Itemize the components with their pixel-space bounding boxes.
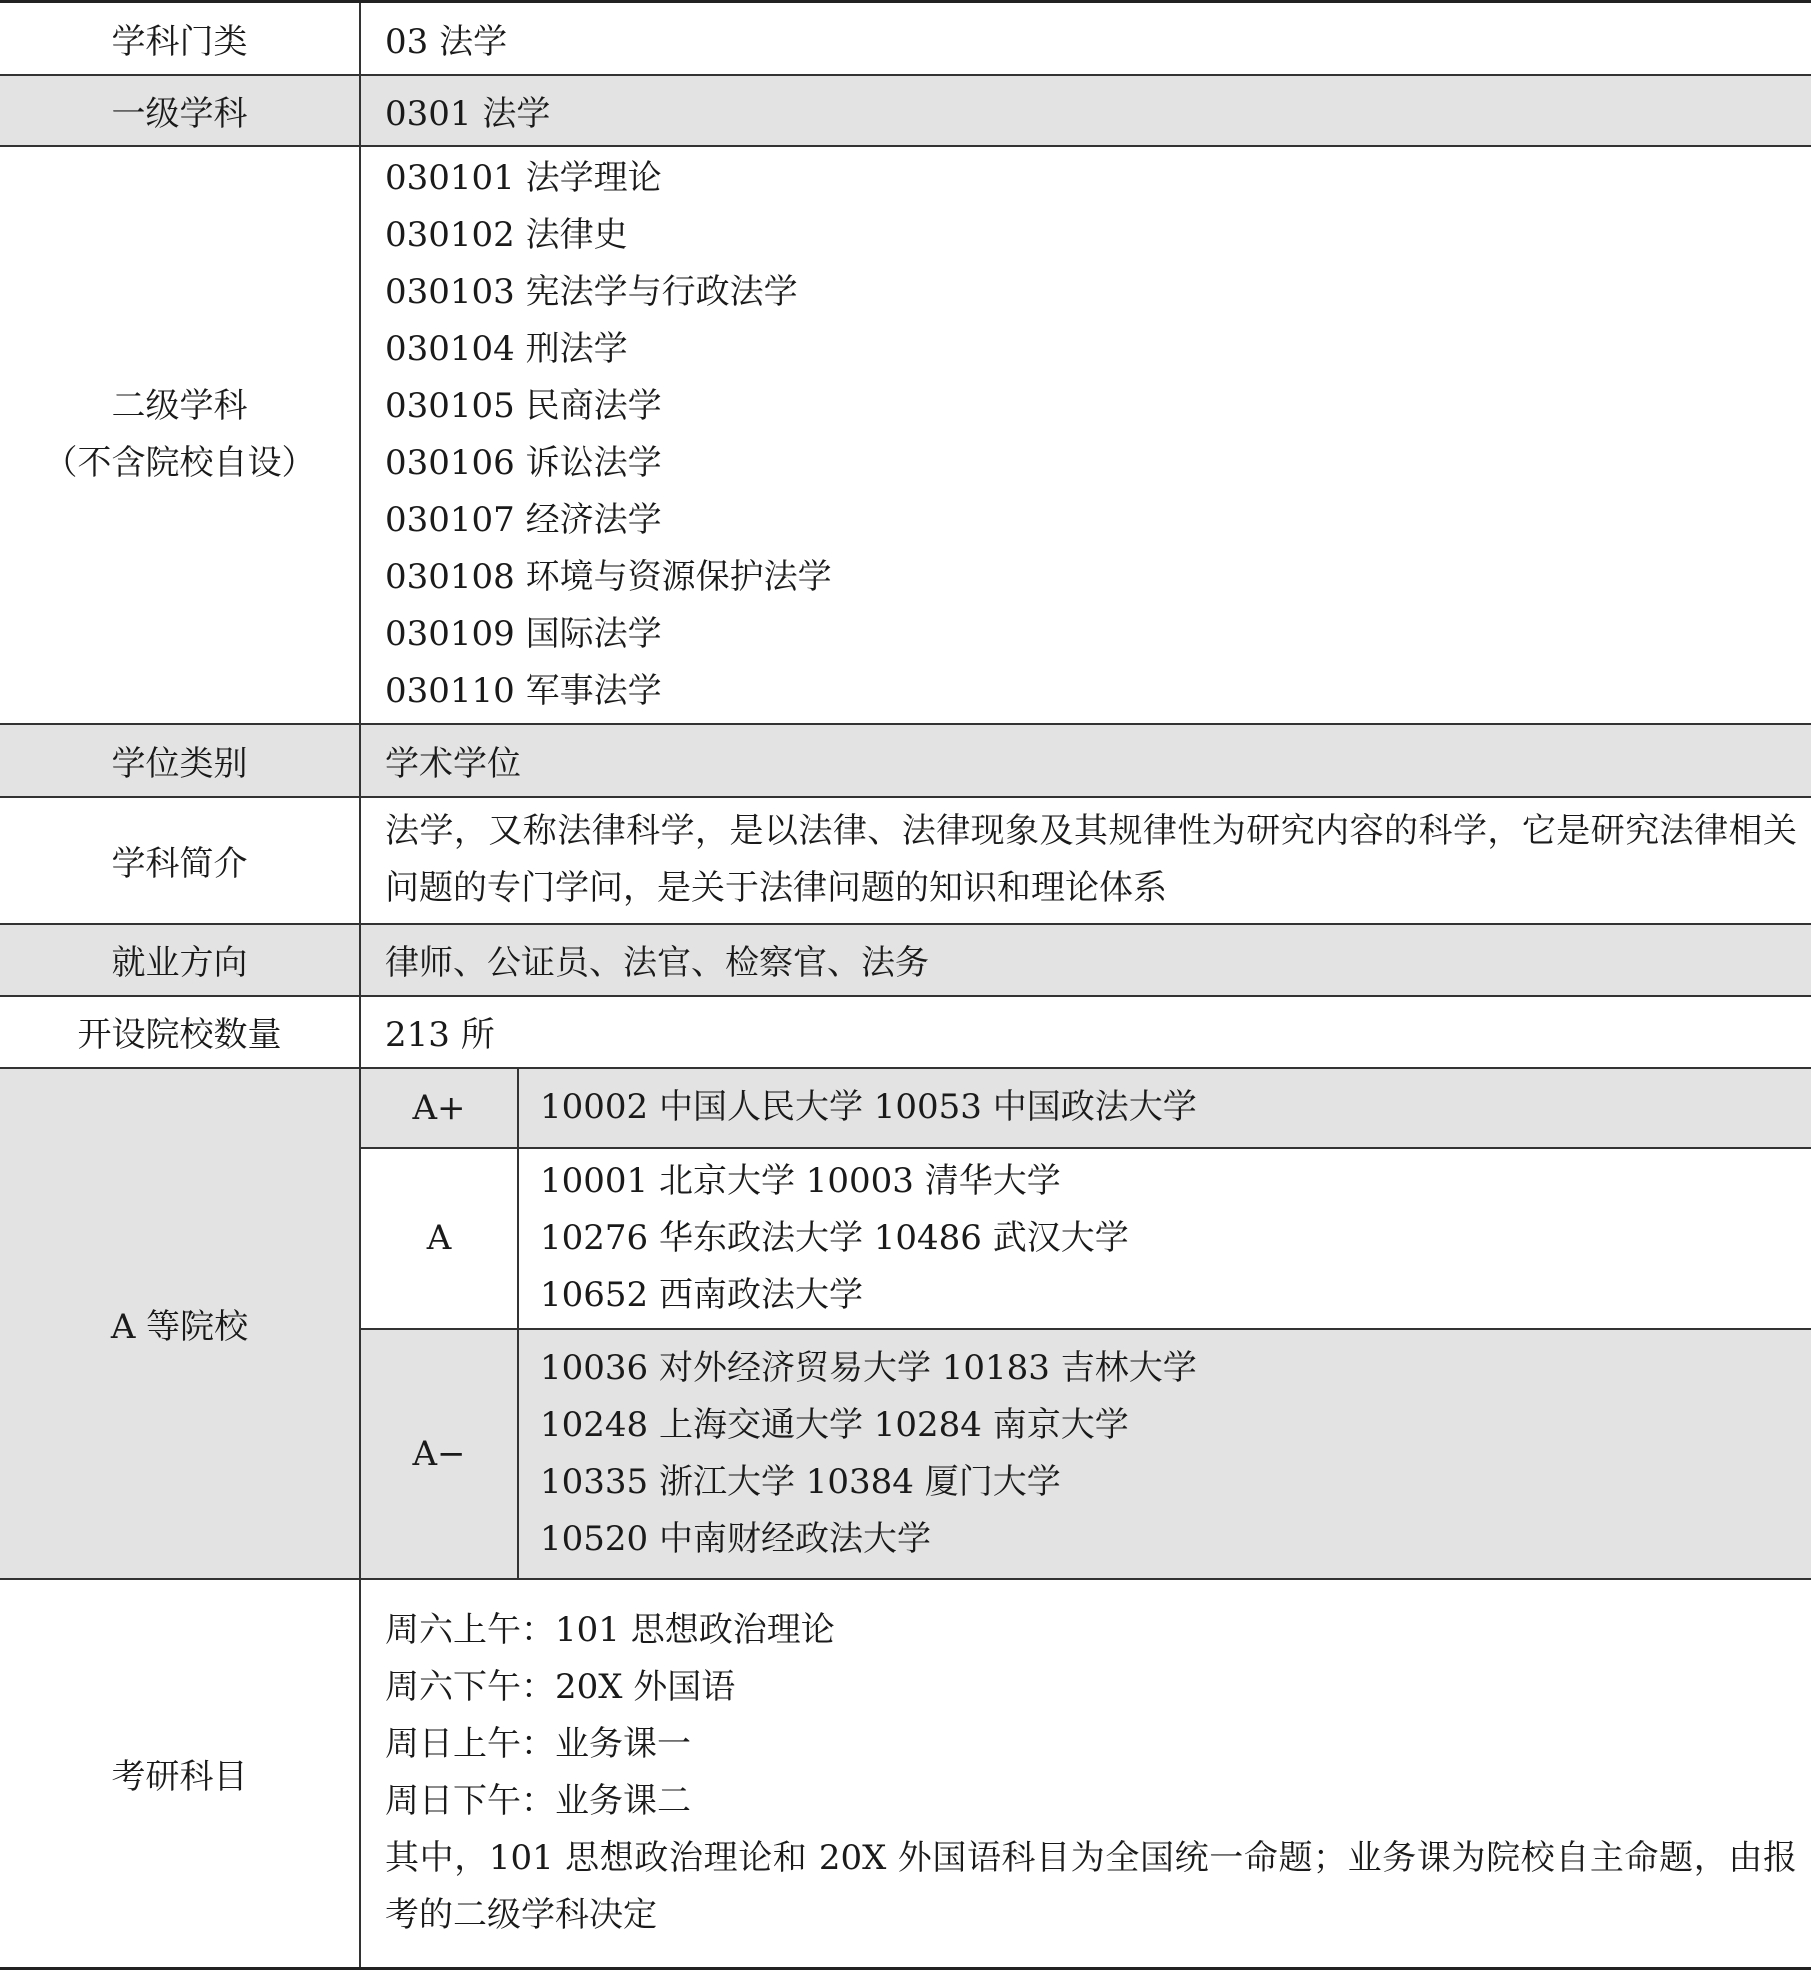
list-item: 030104 刑法学 (385, 328, 628, 369)
row-exam (0, 1579, 1811, 1969)
university-line: 10276 华东政法大学 10486 武汉大学 (540, 1217, 1129, 1258)
intro-label: 学科简介 (0, 797, 360, 924)
university-line: 10036 对外经济贸易大学 10183 吉林大学 (540, 1347, 1197, 1388)
exam-line: 周日下午：业务课二 (385, 1781, 691, 1822)
first-level-value: 0301 法学 (360, 75, 1811, 146)
exam-line: 周六下午：20X 外国语 (385, 1667, 736, 1708)
row-category (0, 2, 1811, 75)
row-school-count (0, 996, 1811, 1068)
exam-line: 周六上午：101 思想政治理论 (385, 1610, 835, 1651)
exam-line: 周日上午：业务课一 (385, 1724, 691, 1765)
employment-value: 律师、公证员、法官、检察官、法务 (360, 924, 1811, 996)
university-line: 10248 上海交通大学 10284 南京大学 (540, 1404, 1129, 1445)
list-item: 030110 军事法学 (385, 670, 662, 711)
row-second-level (0, 146, 1811, 724)
intro-value: 法学，又称法律科学，是以法律、法律现象及其规律性为研究内容的科学，它是研究法律相关问题的专门学问，是关于法律问题的知识和理论体系 (360, 797, 1811, 924)
row-intro (0, 797, 1811, 924)
degree-type-label: 学位类别 (0, 724, 360, 797)
grade-row-a-plus (361, 1069, 1811, 1148)
grade-label: A+ (361, 1069, 518, 1148)
university-line: 10652 西南政法大学 (540, 1274, 863, 1315)
second-level-label-sub: （不含院校自设） (43, 442, 316, 483)
school-count-value: 213 所 (360, 996, 1811, 1068)
list-item: 030105 民商法学 (385, 385, 662, 426)
grade-label: A− (361, 1329, 518, 1578)
university-line: 10335 浙江大学 10384 厦门大学 (540, 1461, 1061, 1502)
list-item: 030102 法律史 (385, 214, 628, 255)
list-item: 030107 经济法学 (385, 499, 662, 540)
university-line: 10001 北京大学 10003 清华大学 (540, 1160, 1061, 1201)
a-schools-cell (360, 1068, 1811, 1579)
university-line: 10520 中南财经政法大学 (540, 1518, 931, 1559)
grade-label: A (361, 1148, 518, 1329)
list-item: 030108 环境与资源保护法学 (385, 556, 832, 597)
category-value: 03 法学 (360, 2, 1811, 75)
list-item: 030101 法学理论 (385, 157, 662, 198)
grade-table (361, 1069, 1811, 1578)
a-schools-label: A 等院校 (0, 1068, 360, 1579)
school-count-label: 开设院校数量 (0, 996, 360, 1068)
exam-value (360, 1579, 1811, 1969)
list-item: 030106 诉讼法学 (385, 442, 662, 483)
grade-row-a-minus (361, 1329, 1811, 1578)
exam-note: 其中，101 思想政治理论和 20X 外国语科目为全国统一命题；业务课为院校自主命题，由报考的二级学科决定 (385, 1838, 1797, 1936)
list-item: 030109 国际法学 (385, 613, 662, 654)
degree-type-value: 学术学位 (360, 724, 1811, 797)
second-level-list (360, 146, 1811, 724)
employment-label: 就业方向 (0, 924, 360, 996)
second-level-label: 二级学科 (111, 385, 248, 426)
first-level-label: 一级学科 (0, 75, 360, 146)
row-first-level (0, 75, 1811, 146)
list-item: 030103 宪法学与行政法学 (385, 271, 798, 312)
exam-label: 考研科目 (0, 1579, 360, 1969)
category-label: 学科门类 (0, 2, 360, 75)
university-line: 10002 中国人民大学 10053 中国政法大学 (540, 1087, 1197, 1127)
row-employment (0, 924, 1811, 996)
grade-row-a (361, 1148, 1811, 1329)
row-degree-type (0, 724, 1811, 797)
row-a-schools (0, 1068, 1811, 1579)
